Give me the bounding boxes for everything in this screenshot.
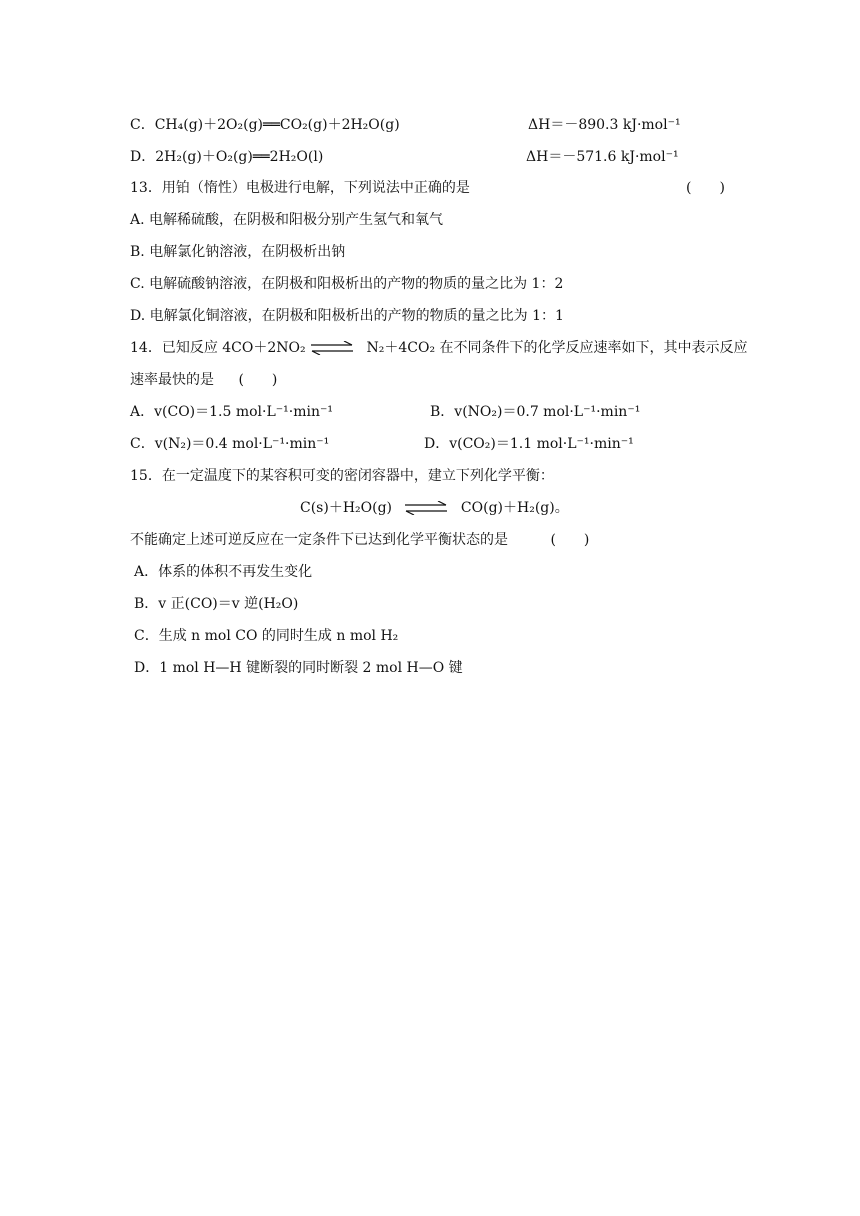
q14-stem-line2	[130, 370, 277, 390]
q12-option-c	[130, 115, 400, 135]
q14-option-a: A．v(CO)＝1.5 mol·L⁻¹·min⁻¹	[130, 404, 333, 420]
q12-option-d	[130, 147, 323, 167]
q15-stem2	[130, 530, 589, 550]
q12-d-label: D．	[130, 149, 156, 165]
q13-answer-paren: ( )	[686, 180, 725, 196]
q14-option-c: C．v(N₂)＝0.4 mol·L⁻¹·min⁻¹	[130, 436, 330, 452]
q15-answer-paren: ( )	[550, 532, 590, 548]
q13-option-b: B. 电解氯化钠溶液，在阴极析出钠	[130, 244, 346, 260]
q15-equation	[300, 498, 569, 518]
q12-d-enthalpy: ΔH＝－571.6 kJ·mol⁻¹	[526, 149, 679, 165]
q14-option-d: D．v(CO₂)＝1.1 mol·L⁻¹·min⁻¹	[424, 436, 634, 452]
q13-option-c: C. 电解硫酸钠溶液，在阴极和阳极析出的产物的物质的量之比为 1：2	[130, 276, 564, 292]
q12-c-enthalpy: ΔH＝－890.3 kJ·mol⁻¹	[528, 117, 681, 133]
q15-stem2-text: 不能确定上述可逆反应在一定条件下已达到化学平衡状态的是	[130, 532, 508, 548]
q14-answer-paren: ( )	[238, 372, 278, 388]
q14-option-b: B．v(NO₂)＝0.7 mol·L⁻¹·min⁻¹	[430, 404, 641, 420]
q15-option-d: D．1 mol H—H 键断裂的同时断裂 2 mol H—O 键	[134, 660, 463, 676]
q15-option-c: C．生成 n mol CO 的同时生成 n mol H₂	[134, 628, 399, 644]
reversible-arrow-icon	[310, 341, 354, 355]
reversible-arrow-icon	[404, 501, 448, 515]
q13-option-d: D. 电解氯化铜溶液，在阴极和阳极析出的产物的物质的量之比为 1：1	[130, 308, 564, 324]
q15-equation-right: CO(g)＋H₂(g)。	[460, 500, 569, 516]
q13-option-a: A. 电解稀硫酸，在阴极和阳极分别产生氢气和氧气	[130, 212, 444, 228]
q14-stem-products: N₂＋4CO₂ 在不同条件下的化学反应速率如下，其中表示反应	[366, 340, 748, 356]
q14-stem-end: 速率最快的是	[130, 372, 214, 388]
q12-c-equation: CH₄(g)＋2O₂(g)══CO₂(g)＋2H₂O(g)	[154, 117, 400, 133]
q15-option-b: B．v 正(CO)＝v 逆(H₂O)	[134, 596, 299, 612]
q15-option-a: A．体系的体积不再发生变化	[134, 564, 313, 580]
q14-stem	[130, 338, 748, 358]
q15-stem: 15．在一定温度下的某容积可变的密闭容器中，建立下列化学平衡：	[130, 468, 554, 484]
q15-equation-left: C(s)＋H₂O(g)	[300, 500, 393, 516]
q12-d-equation: 2H₂(g)＋O₂(g)══2H₂O(l)	[155, 149, 324, 165]
q14-stem-reactants: 14．已知反应 4CO＋2NO₂	[130, 340, 306, 356]
q13-stem: 13．用铂（惰性）电极进行电解，下列说法中正确的是	[130, 180, 470, 196]
q12-c-label: C．	[130, 117, 155, 133]
